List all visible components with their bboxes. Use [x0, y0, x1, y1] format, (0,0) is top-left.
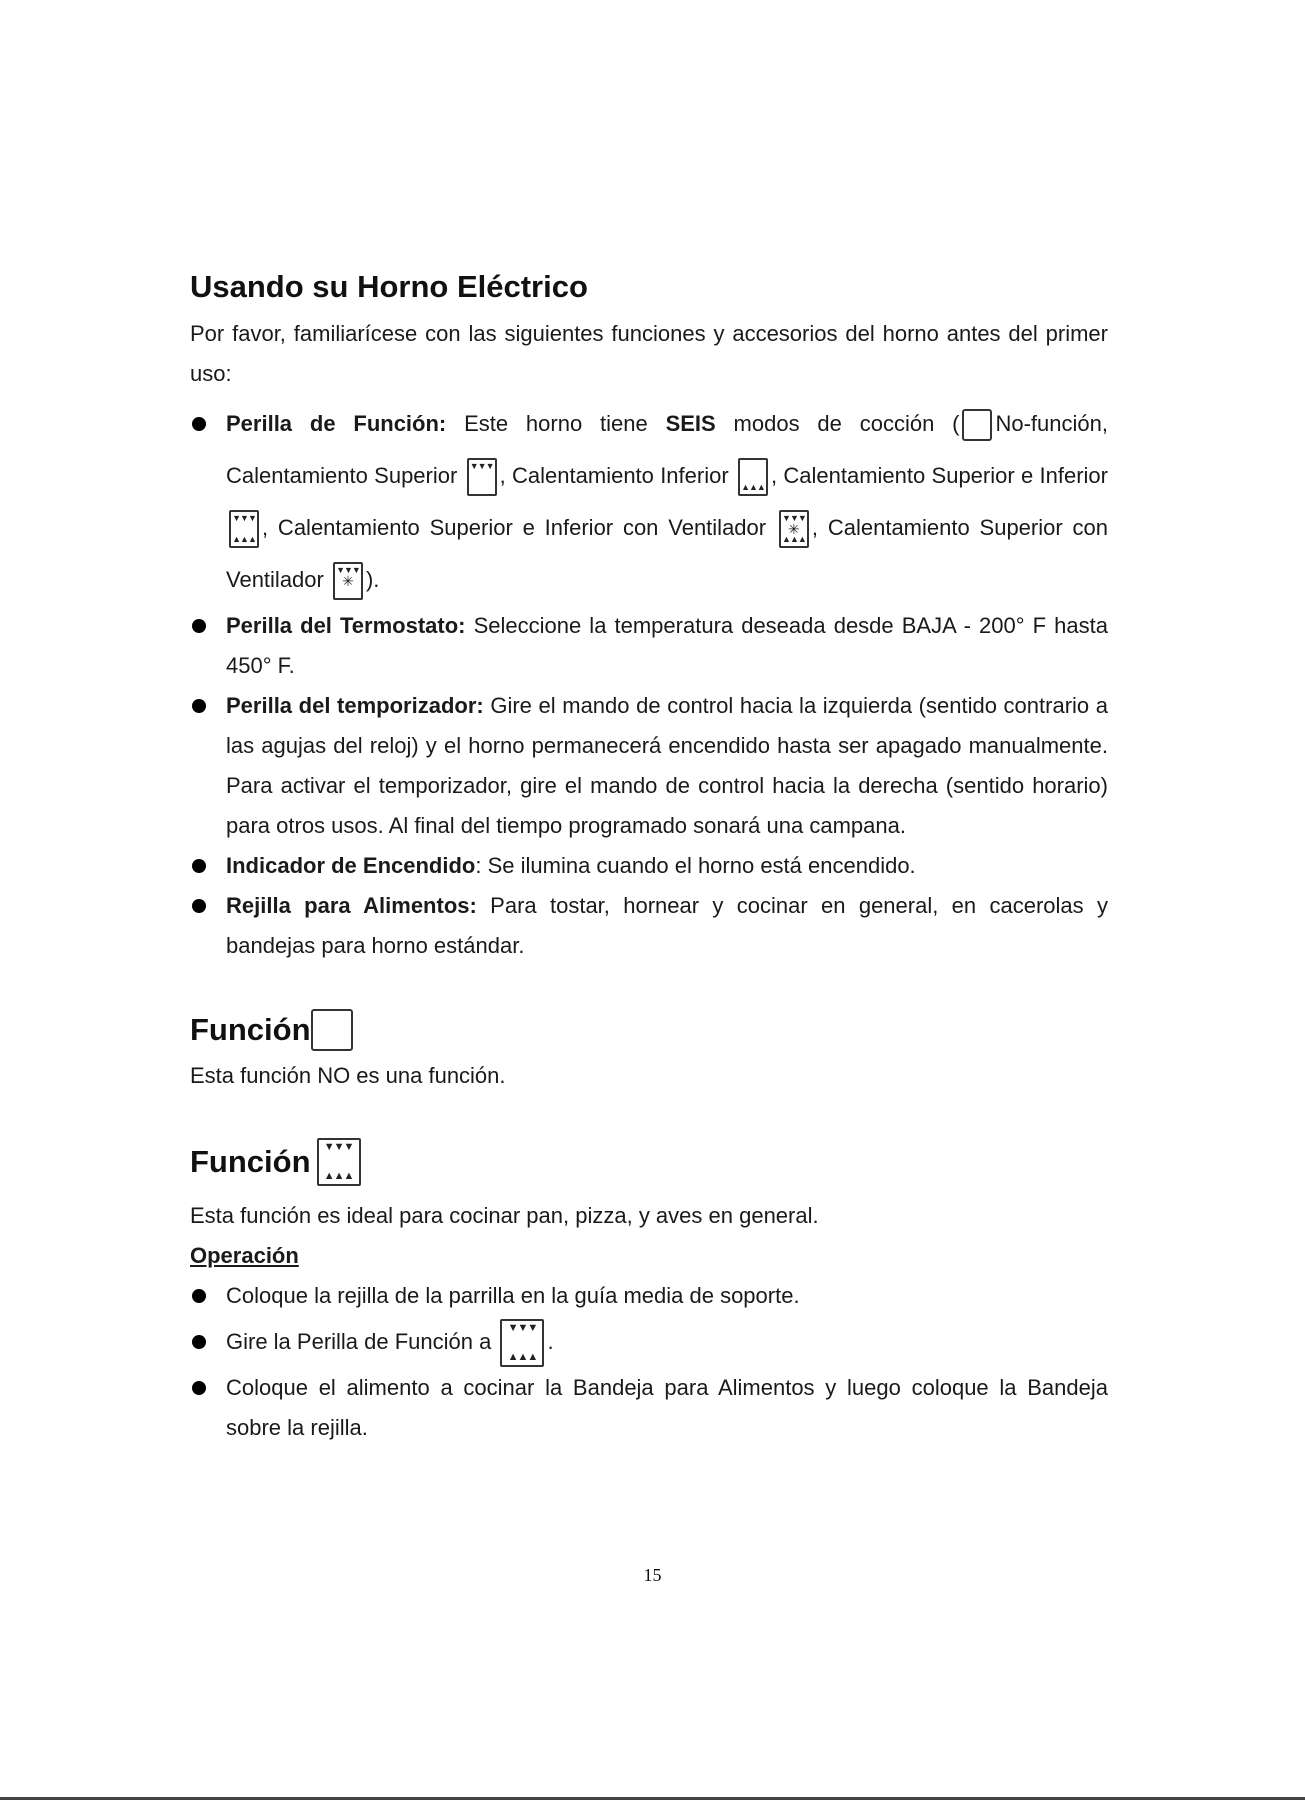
section-heading-no-function: Función [190, 1006, 1108, 1054]
list-item: Coloque el alimento a cocinar la Bandeja para Alimentos y luego coloque la Bandeja sobre la rejilla. [190, 1368, 1108, 1448]
list-item: Gire la Perilla de Función a ▼▼▼ ▲▲▲ . [190, 1316, 1108, 1368]
top-heat-icon: ▼▼▼ [467, 458, 497, 496]
list-item-power-indicator: Indicador de Encendido: Se ilumina cuando el horno está encendido. [190, 846, 1108, 886]
page-content [190, 262, 1108, 1448]
list-item: Coloque la rejilla de la parrilla en la guía media de soporte. [190, 1276, 1108, 1316]
features-list [190, 398, 1108, 966]
section-text-no-function: Esta función NO es una función. [190, 1063, 506, 1088]
no-function-icon [962, 409, 992, 441]
top-bottom-fan-icon: ▼▼▼ ✳ ▲▲▲ [779, 510, 809, 548]
list-item-function-knob: Perilla de Función: Este horno tiene SEIS modos de cocción ( No-función, Calentamiento Superior ▼▼▼ , Calentamiento Inferior ▲▲▲ , Calentamiento Superior e Inferior ▼▼▼ ▲▲▲ , Calentamiento Superior e Inferior con Ventilador ▼▼▼ ✳ ▲▲▲ , Calentamiento Superior con Ventilador ▼▼▼ ✳ ). [190, 398, 1108, 606]
bottom-heat-icon: ▲▲▲ [738, 458, 768, 496]
top-bottom-heat-icon: ▼▼▼ ▲▲▲ [229, 510, 259, 548]
section-text-top-bottom: Esta función es ideal para cocinar pan, pizza, y aves en general. [190, 1203, 819, 1228]
section-heading-top-bottom: Función ▼▼▼ ▲▲▲ [190, 1138, 1108, 1186]
top-bottom-heat-icon: ▼▼▼ ▲▲▲ [500, 1319, 544, 1367]
top-bottom-heat-icon: ▼▼▼ ▲▲▲ [317, 1138, 361, 1186]
page-title: Usando su Horno Eléctrico [190, 269, 588, 304]
no-function-icon [311, 1009, 353, 1051]
list-item-timer: Perilla del temporizador: Gire el mando de control hacia la izquierda (sentido contrario a las agujas del reloj) y el horno permanecerá encendido hasta ser apagado manualmente. Para activar el temporizador, gire el mando de control hacia la derecha (sentido horario) para otros usos. Al final del tiempo programado sonará una campana. [190, 686, 1108, 846]
operation-steps [190, 1276, 1108, 1448]
intro-paragraph: Por favor, familiarícese con las siguientes funciones y accesorios del horno antes del primer uso: [190, 321, 1108, 386]
top-fan-icon: ▼▼▼ ✳ [333, 562, 363, 600]
list-item-thermostat: Perilla del Termostato: Seleccione la temperatura deseada desde BAJA - 200° F hasta 450° F. [190, 606, 1108, 686]
operation-heading: Operación [190, 1243, 299, 1268]
list-item-food-rack: Rejilla para Alimentos: Para tostar, hornear y cocinar en general, en cacerolas y bandejas para horno estándar. [190, 886, 1108, 966]
page-number: 15 [643, 1565, 662, 1585]
